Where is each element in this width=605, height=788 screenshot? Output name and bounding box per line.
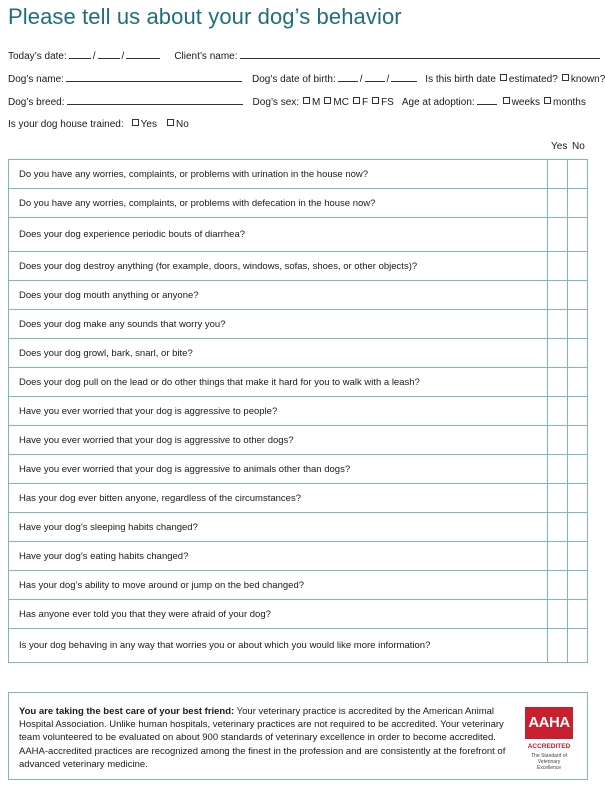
answer-no-cell[interactable] xyxy=(568,160,588,189)
question-row xyxy=(9,542,588,571)
answer-no-cell[interactable] xyxy=(568,368,588,397)
dogs-name-label: Dog’s name: xyxy=(8,74,64,85)
sex-mc-checkbox[interactable] xyxy=(324,97,331,104)
weeks-checkbox[interactable] xyxy=(503,97,510,104)
house-trained-yes-label: Yes xyxy=(140,119,157,130)
question-text: Is your dog behaving in any way that worries you or about which you would like more information? xyxy=(9,629,548,663)
question-text: Does your dog mouth anything or anyone? xyxy=(9,281,548,310)
form-row-breed xyxy=(8,95,586,108)
answer-no-cell[interactable] xyxy=(568,513,588,542)
answer-no-cell[interactable] xyxy=(568,571,588,600)
months-checkbox[interactable] xyxy=(544,97,551,104)
question-text: Has your dog ever bitten anyone, regardless of the circumstances? xyxy=(9,484,548,513)
question-text: Have your dog’s sleeping habits changed? xyxy=(9,513,548,542)
answer-no-cell[interactable] xyxy=(568,218,588,252)
answer-yes-cell[interactable] xyxy=(548,397,568,426)
answer-yes-cell[interactable] xyxy=(548,513,568,542)
breed-label: Dog’s breed: xyxy=(8,97,65,108)
answer-yes-cell[interactable] xyxy=(548,455,568,484)
question-text: Do you have any worries, complaints, or problems with urination in the house now? xyxy=(9,160,548,189)
sex-f-checkbox[interactable] xyxy=(353,97,360,104)
question-text: Have you ever worried that your dog is aggressive to people? xyxy=(9,397,548,426)
question-text: Have you ever worried that your dog is aggressive to animals other than dogs? xyxy=(9,455,548,484)
question-text: Does your dog make any sounds that worry you? xyxy=(9,310,548,339)
answer-no-cell[interactable] xyxy=(568,339,588,368)
aaha-logo xyxy=(525,707,573,772)
aaha-tagline: The Standard of Veterinary Excellence xyxy=(531,753,567,772)
weeks-label: weeks xyxy=(511,97,541,108)
form-row-dog-name: Dog’s name: Dog’s date of birth: / / Is this birth date estimated? known? xyxy=(8,74,605,85)
date-month-field[interactable] xyxy=(69,49,91,59)
answer-no-cell[interactable] xyxy=(568,629,588,663)
answer-yes-cell[interactable] xyxy=(548,571,568,600)
sex-fs-label: FS xyxy=(381,97,394,108)
answer-yes-cell[interactable] xyxy=(548,629,568,663)
question-row xyxy=(9,189,588,218)
question-row xyxy=(9,252,588,281)
clients-name-label: Client’s name: xyxy=(174,51,238,62)
birth-date-question: Is this birth date xyxy=(425,74,496,85)
question-row xyxy=(9,629,588,663)
answer-yes-cell[interactable] xyxy=(548,160,568,189)
question-row xyxy=(9,368,588,397)
question-row xyxy=(9,339,588,368)
question-text: Does your dog destroy anything (for example, doors, windows, sofas, shoes, or other objects)? xyxy=(9,252,548,281)
known-checkbox[interactable] xyxy=(562,74,569,81)
date-day-field[interactable] xyxy=(98,49,120,59)
question-text: Do you have any worries, complaints, or problems with defecation in the house now? xyxy=(9,189,548,218)
answer-yes-cell[interactable] xyxy=(548,542,568,571)
house-trained-label: Is your dog house trained: xyxy=(8,119,124,130)
answer-yes-cell[interactable] xyxy=(548,484,568,513)
sex-label: Dog’s sex: xyxy=(252,97,300,108)
dob-year-field[interactable] xyxy=(391,72,417,82)
age-adoption-label: Age at adoption: xyxy=(401,97,475,108)
dob-day-field[interactable] xyxy=(365,72,385,82)
answer-no-cell[interactable] xyxy=(568,455,588,484)
answer-no-cell[interactable] xyxy=(568,281,588,310)
question-row xyxy=(9,160,588,189)
answer-no-cell[interactable] xyxy=(568,189,588,218)
todays-date-label: Today’s date: xyxy=(8,51,67,62)
dob-month-field[interactable] xyxy=(338,72,358,82)
answer-no-cell[interactable] xyxy=(568,542,588,571)
form-row-date-client: Today’s date: / / Client’s name: xyxy=(8,49,602,62)
page-title: Please tell us about your dog’s behavior xyxy=(8,4,402,29)
question-row xyxy=(9,484,588,513)
question-row xyxy=(9,513,588,542)
answer-yes-cell[interactable] xyxy=(548,368,568,397)
answer-yes-cell[interactable] xyxy=(548,189,568,218)
question-row xyxy=(9,426,588,455)
answer-yes-cell[interactable] xyxy=(548,252,568,281)
answer-no-cell[interactable] xyxy=(568,426,588,455)
sex-mc-label: MC xyxy=(333,97,349,108)
answer-yes-cell[interactable] xyxy=(548,600,568,629)
behavior-questions-table xyxy=(8,159,588,663)
answer-yes-cell[interactable] xyxy=(548,310,568,339)
aaha-accredited-text: ACCREDITED xyxy=(527,743,571,750)
house-trained-no-label: No xyxy=(175,119,189,130)
form-row-house-trained xyxy=(8,119,189,130)
question-text: Does your dog growl, bark, snarl, or bite? xyxy=(9,339,548,368)
house-trained-yes-checkbox[interactable] xyxy=(132,119,139,126)
footer-body-text: Your veterinary practice is accredited by the American Animal Hospital Association. Unlike human hospitals, veterinary practices are not required to be accredited. Your veterinary team volunteered to be evaluated on about 900 standards of veterinary excellence in order to become accredited. AAHA-accredited practices are recognized among the finest in the profession and are consistently at the forefront of advanced veterinary medicine. xyxy=(19,706,506,770)
known-label: known? xyxy=(570,74,605,85)
answer-no-cell[interactable] xyxy=(568,600,588,629)
footer-bold-heading: You are taking the best care of your best friend: xyxy=(19,706,235,717)
house-trained-no-checkbox[interactable] xyxy=(167,119,174,126)
answer-no-cell[interactable] xyxy=(568,252,588,281)
column-header-yes: Yes xyxy=(551,141,568,152)
question-text: Have your dog’s eating habits changed? xyxy=(9,542,548,571)
answer-yes-cell[interactable] xyxy=(548,426,568,455)
question-row xyxy=(9,600,588,629)
breed-field[interactable] xyxy=(67,95,243,105)
sex-m-checkbox[interactable] xyxy=(303,97,310,104)
question-row xyxy=(9,281,588,310)
aaha-logo-mark: AAHA xyxy=(525,707,573,739)
months-label: months xyxy=(553,97,586,108)
question-row xyxy=(9,571,588,600)
age-adoption-field[interactable] xyxy=(477,95,497,105)
column-header-no: No xyxy=(572,141,585,152)
answer-yes-cell[interactable] xyxy=(548,218,568,252)
answer-no-cell[interactable] xyxy=(568,484,588,513)
date-year-field[interactable] xyxy=(126,49,160,59)
estimated-checkbox[interactable] xyxy=(500,74,507,81)
question-text: Has anyone ever told you that they were afraid of your dog? xyxy=(9,600,548,629)
question-row xyxy=(9,397,588,426)
question-text: Does your dog experience periodic bouts of diarrhea? xyxy=(9,218,548,252)
sex-fs-checkbox[interactable] xyxy=(372,97,379,104)
sex-m-label: M xyxy=(312,97,321,108)
question-row xyxy=(9,455,588,484)
accreditation-footer xyxy=(8,692,588,780)
question-row xyxy=(9,218,588,252)
question-text: Have you ever worried that your dog is aggressive to other dogs? xyxy=(9,426,548,455)
question-text: Has your dog’s ability to move around or jump on the bed changed? xyxy=(9,571,548,600)
dogs-name-field[interactable] xyxy=(66,72,242,82)
estimated-label: estimated? xyxy=(508,74,558,85)
question-row xyxy=(9,310,588,339)
answer-no-cell[interactable] xyxy=(568,310,588,339)
answer-yes-cell[interactable] xyxy=(548,339,568,368)
answer-no-cell[interactable] xyxy=(568,397,588,426)
clients-name-field[interactable] xyxy=(240,49,600,59)
sex-f-label: F xyxy=(361,97,369,108)
dob-label: Dog’s date of birth: xyxy=(251,74,336,85)
question-text: Does your dog pull on the lead or do other things that make it hard for you to walk with a leash? xyxy=(9,368,548,397)
answer-yes-cell[interactable] xyxy=(548,281,568,310)
